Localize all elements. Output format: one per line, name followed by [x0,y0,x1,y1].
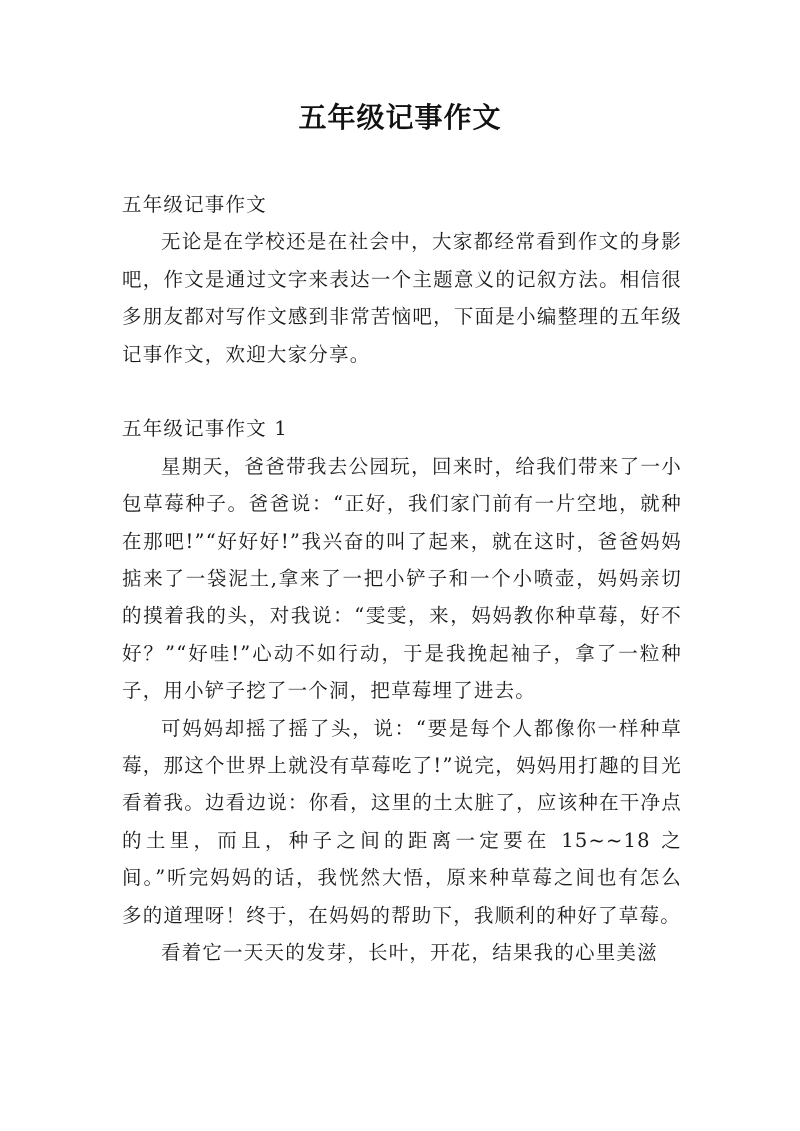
document-title: 五年级记事作文 [298,101,502,134]
intro-paragraph: 无论是在学校还是在社会中，大家都经常看到作文的身影吧，作文是通过文字来表达一个主题意义的记叙方法。相信很多朋友都对写作文感到非常苦恼吧，下面是小编整理的五年级记事作文，欢迎大家分享。 [122,230,682,366]
essay-1-heading: 五年级记事作文 1 [122,417,288,441]
document-body [122,186,682,972]
essay-1-paragraph-3: 看着它一天天的发芽，长叶，开花，结果我的心里美滋 [161,941,658,965]
section-spacer [122,373,682,410]
intro-heading: 五年级记事作文 [122,193,267,216]
essay-1-paragraph-2: 可妈妈却摇了摇了头，说：“要是每个人都像你一样种草莓，那这个世界上就没有草莓吃了!”说完，妈妈用打趣的目光看着我。边看边说：你看，这里的土太脏了，应该种在干净点的土里，而且，种子之间的距离一定要在 15~~18 之间。”听完妈妈的话，我恍然大悟，原来种草莓之间也有怎么多的道理呀！终于，在妈妈的帮助下，我顺利的种好了草莓。 [122,716,682,927]
essay-1-paragraph-1: 星期天，爸爸带我去公园玩，回来时，给我们带来了一小包草莓种子。爸爸说：“正好，我们家门前有一片空地，就种在那吧!”“好好好!”我兴奋的叫了起来，就在这时，爸爸妈妈掂来了一袋泥土,拿来了一把小铲子和一个小喷壶，妈妈亲切的摸着我的头，对我说：“雯雯，来，妈妈教你种草莓，好不好？”“好哇!”心动不如行动，于是我挽起袖子，拿了一粒种子，用小铲子挖了一个洞，把草莓埋了进去。 [122,454,682,703]
